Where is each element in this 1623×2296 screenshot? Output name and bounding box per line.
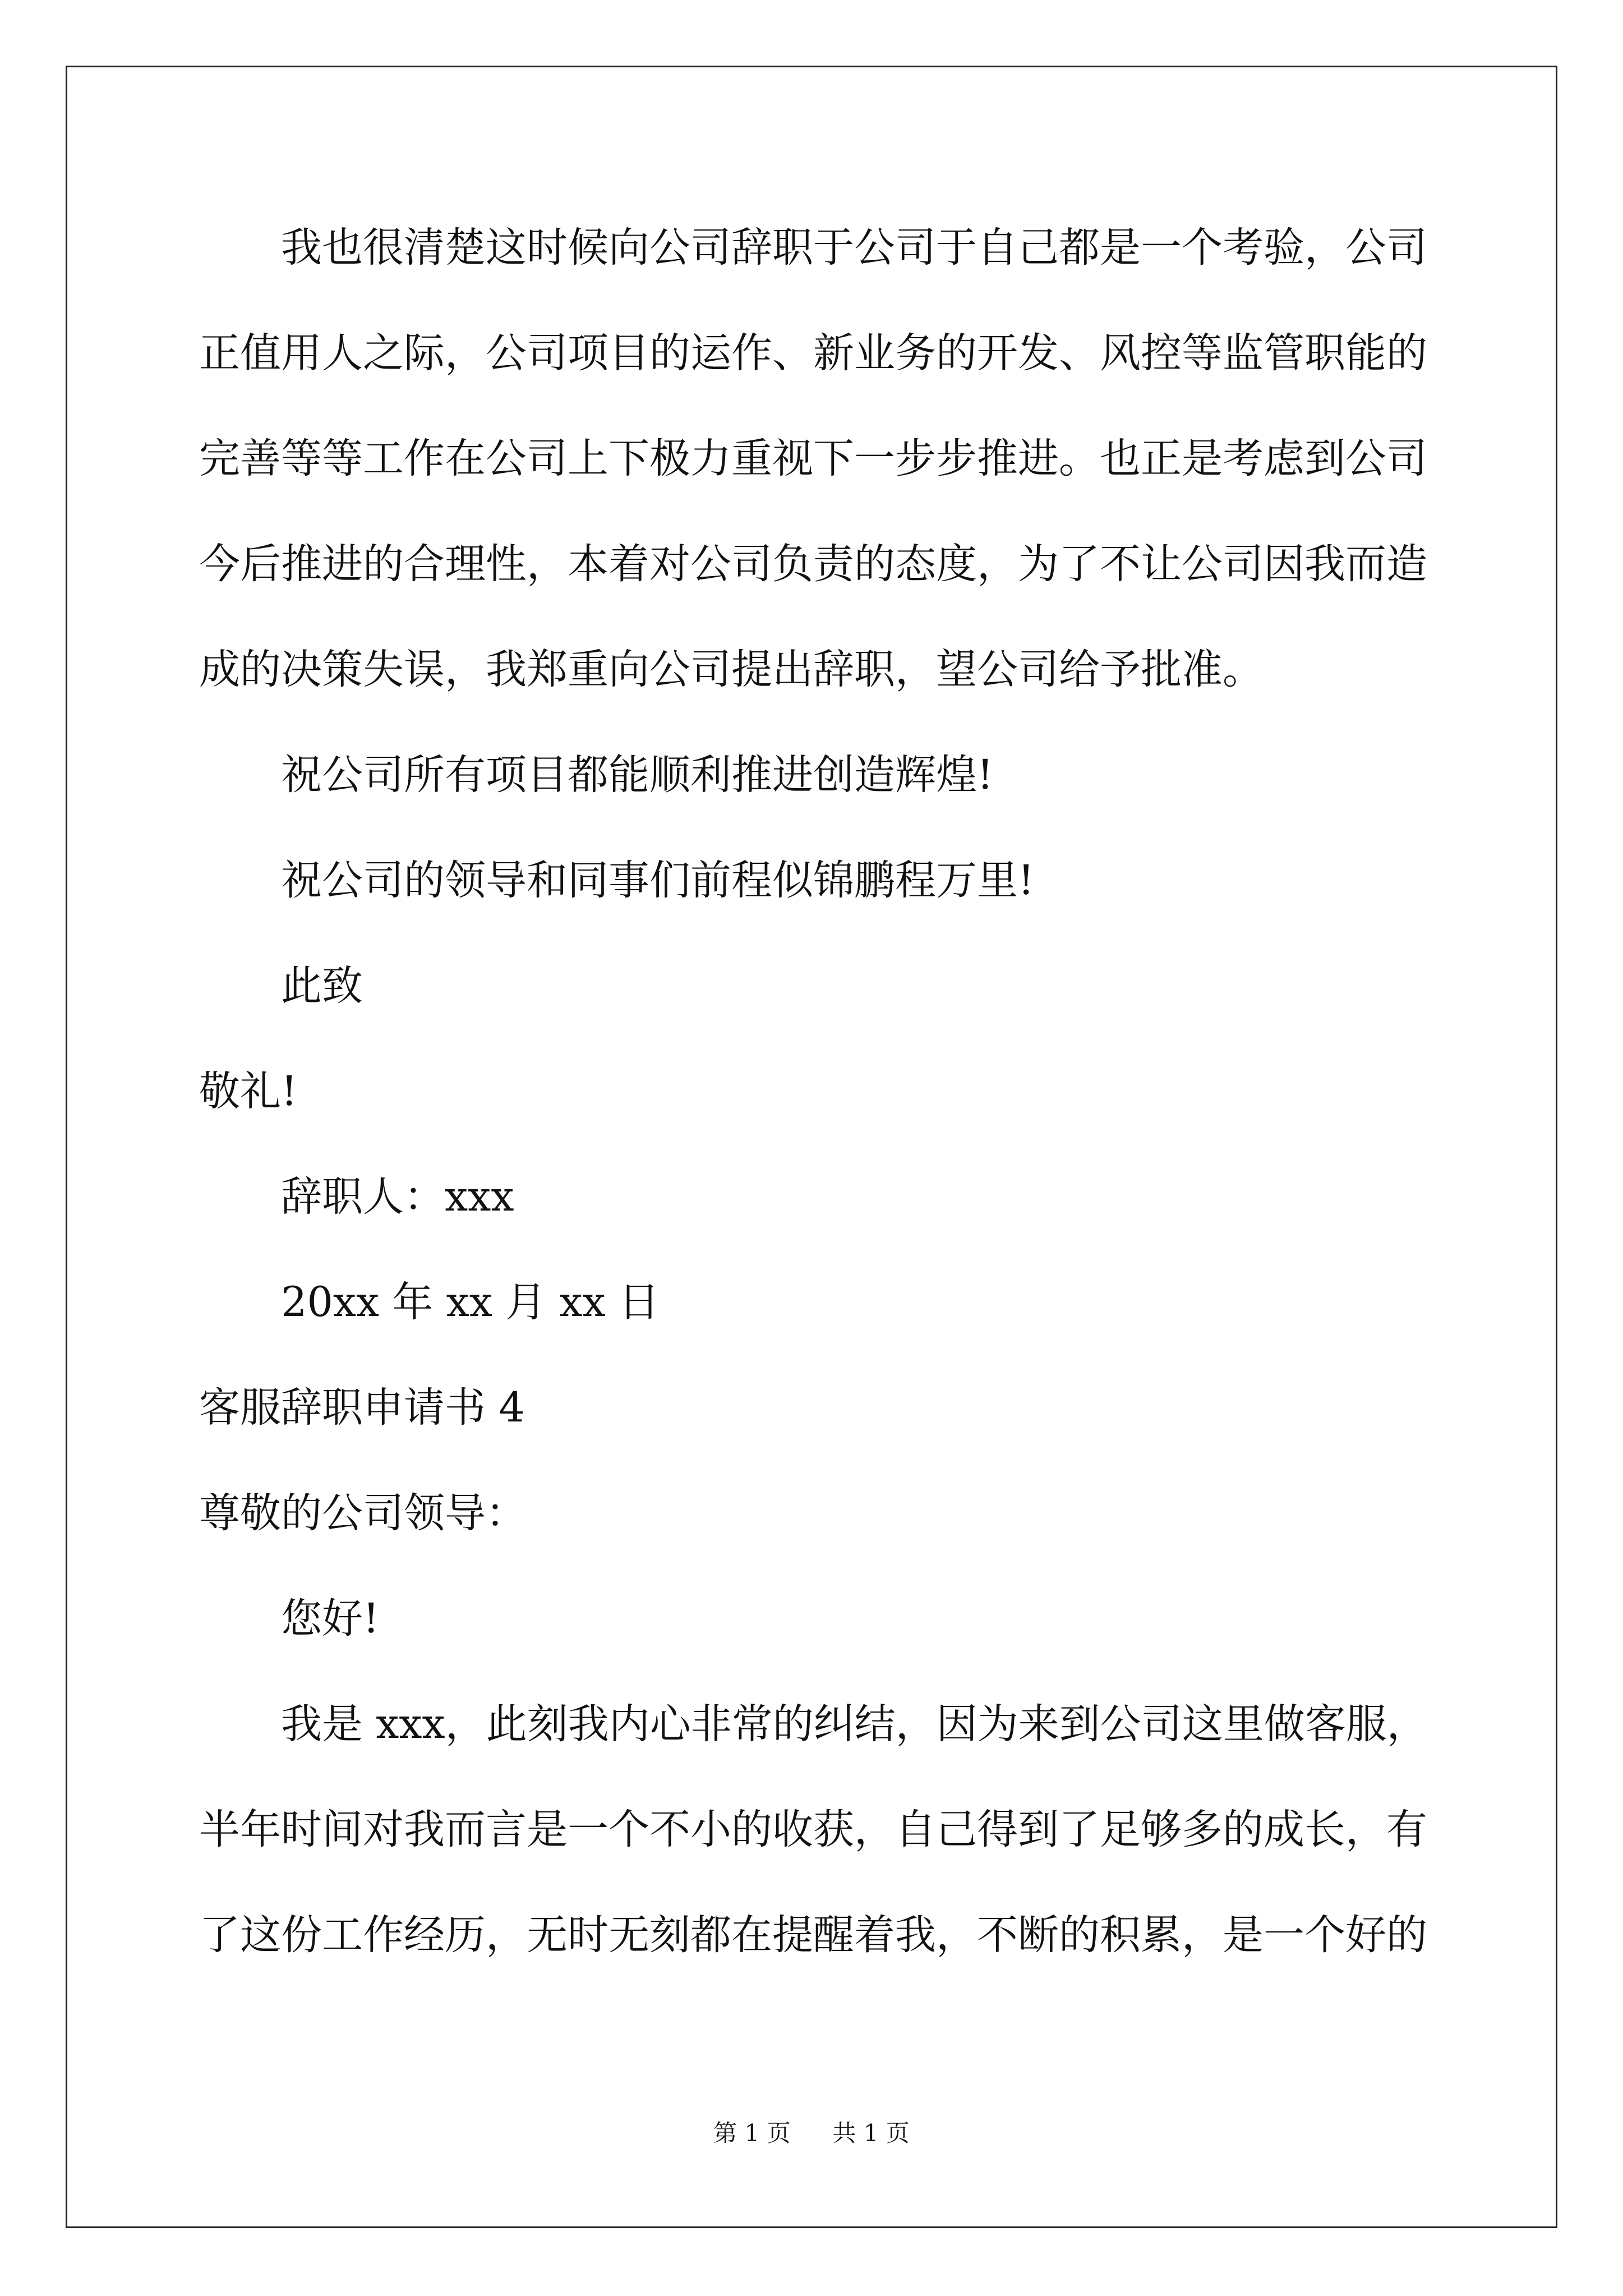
- text-line: 完善等等工作在公司上下极力重视下一步步推进。也正是考虑到公司: [199, 435, 1427, 482]
- text-line: 正值用人之际，公司项目的运作、新业务的开发、风控等监管职能的: [199, 329, 1427, 377]
- addressee: 尊敬的公司领导：: [199, 1489, 527, 1537]
- text-line: 今后推进的合理性，本着对公司负责的态度，为了不让公司因我而造: [199, 540, 1427, 588]
- text-line: 成的决策失误，我郑重向公司提出辞职，望公司给予批准。: [199, 646, 1264, 693]
- page-footer: [0, 2119, 1623, 2147]
- section-title: 客服辞职申请书 4: [199, 1384, 525, 1432]
- text-line: 了这份工作经历，无时无刻都在提醒着我，不断的积累，是一个好的: [199, 1911, 1427, 1959]
- text-line: 我是 xxx，此刻我内心非常的纠结，因为来到公司这里做客服，: [281, 1700, 1428, 1748]
- greeting: 您好!: [281, 1595, 380, 1642]
- page-total: 共 1 页: [832, 2119, 910, 2147]
- text-line: 祝公司的领导和同事们前程似锦鹏程万里!: [281, 857, 1035, 904]
- salutation: 敬礼!: [199, 1068, 298, 1115]
- page-number: 第 1 页: [713, 2119, 791, 2147]
- text-line: 半年时间对我而言是一个不小的收获，自己得到了足够多的成长，有: [199, 1806, 1427, 1853]
- date-line: 20xx 年 xx 月 xx 日: [281, 1278, 660, 1326]
- document-body: [199, 222, 1427, 2014]
- signature-line: 辞职人：xxx: [281, 1173, 514, 1221]
- closing-phrase: 此致: [281, 962, 363, 1010]
- text-line: 祝公司所有项目都能顺利推进创造辉煌!: [281, 751, 994, 799]
- text-line: 我也很清楚这时候向公司辞职于公司于自己都是一个考验，公司: [281, 224, 1427, 272]
